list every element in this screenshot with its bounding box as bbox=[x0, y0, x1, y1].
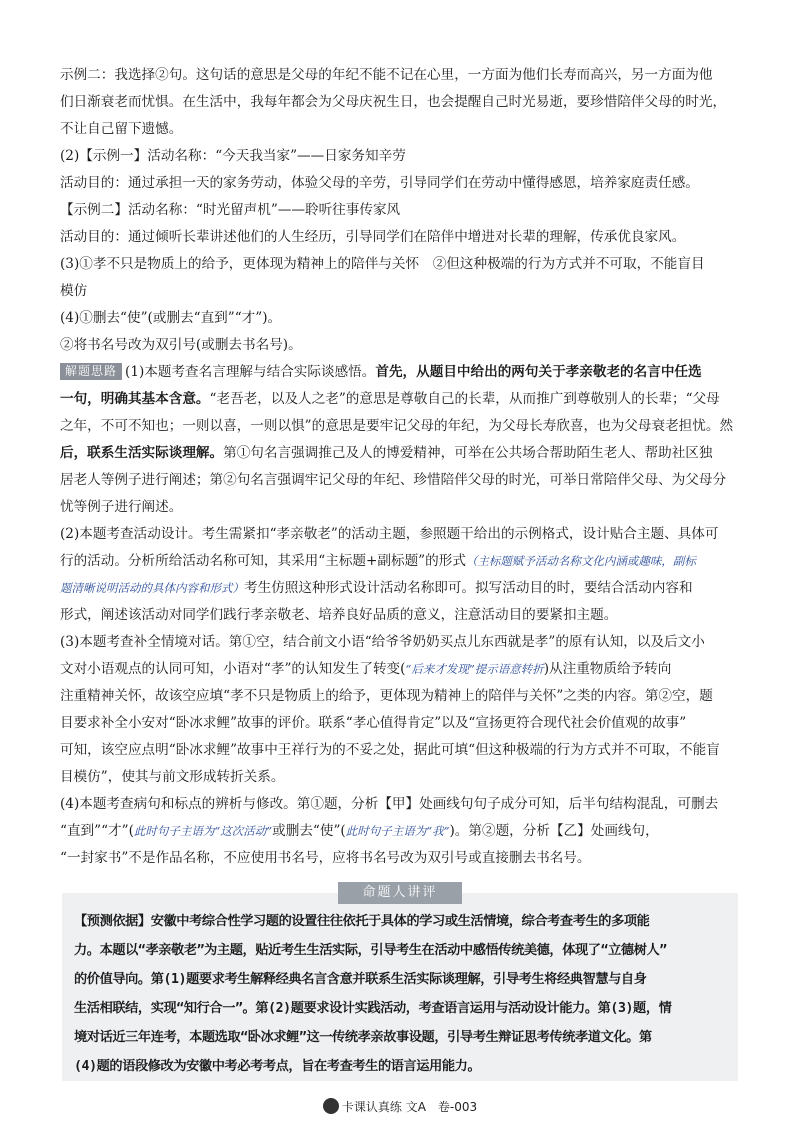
analysis-text: )从注重物质给予转向 bbox=[543, 661, 672, 677]
answer-line: 活动目的：通过承担一天的家务劳动，体验父母的辛劳，引导同学们在劳动中懂得感恩，培养家庭责任感。 bbox=[60, 175, 699, 191]
commentary-box bbox=[62, 893, 738, 1081]
answer-line: 活动目的：通过倾听长辈讲述他们的人生经历，引导同学们在陪伴中增进对长辈的理解，传承优良家风。 bbox=[60, 229, 686, 245]
analysis-emphasis: 后，联系生活实际谈理解。 bbox=[60, 445, 224, 461]
analysis-line bbox=[60, 440, 750, 467]
analysis-note: “后来才发现”提示语意转折 bbox=[405, 662, 544, 676]
answer-line: 示例二：我选择②句。这句话的意思是父母的年纪不能不记在心里，一方面为他们长寿而高兴，另一方面为他 bbox=[60, 67, 713, 83]
answer-line: (3)①孝不只是物质上的给予，更体现为精神上的陪伴与关怀 ②但这种极端的行为方式并不可取，不能盲目 bbox=[60, 256, 705, 272]
footer-brand: 卡课认真练 bbox=[341, 1100, 402, 1114]
analysis-text: )。第②题，分析【乙】处画线句， bbox=[449, 823, 659, 839]
analysis-text: (1)本题考查名言理解与结合实际谈感悟。 bbox=[125, 364, 376, 380]
analysis-line: “一封家书”不是作品名称，不应使用书名号，应将书名号改为双引号或直接删去书名号。 bbox=[60, 850, 591, 866]
analysis-text: 文对小语观点的认同可知，小语对“孝”的认知发生了转变( bbox=[60, 661, 406, 677]
analysis-line: 居老人等例子进行阐述；第②句名言强调牢记父母的年纪、珍惜陪伴父母的时光，可举日常陪伴父母、为父母分 bbox=[60, 472, 727, 488]
analysis-line: (2)本题考查活动设计。考生需紧扣“孝亲敬老”的活动主题，参照题干给出的示例格式，设计贴合主题、具体可 bbox=[60, 526, 719, 542]
commentary-line: 力。本题以“孝亲敬老”为主题，贴近考生生活实际，引导考生在活动中感悟传统美德，体现了“立德树人” bbox=[74, 943, 667, 958]
analysis-line: (3)本题考查补全情境对话。第①空，结合前文小语“给爷爷奶奶买点儿东西就是孝”的原有认知，以及后文小 bbox=[60, 634, 705, 650]
analysis-line: 忧等例子进行阐述。 bbox=[60, 499, 183, 515]
analysis-tag: 解题思路 bbox=[60, 363, 122, 380]
analysis-line bbox=[60, 359, 750, 386]
analysis-text: “老吾老，以及人之老”的意思是尊敬自己的长辈，从而推广到尊敬别人的长辈；“父母 bbox=[209, 391, 720, 407]
commentary-line: (4)题的语段修改为安徽中考必考考点，旨在考查考生的语言运用能力。 bbox=[74, 1059, 481, 1074]
analysis-line: 目模仿”，使其与前文形成转折关系。 bbox=[60, 769, 285, 785]
analysis-line bbox=[60, 386, 750, 413]
analysis-emphasis: 一句，明确其基本含意。 bbox=[60, 391, 210, 407]
analysis-emphasis: 首先，从题目中给出的两句关于孝亲敬老的名言中任选 bbox=[375, 364, 702, 380]
answer-line: (4)①删去“使”(或删去“直到”“才”)。 bbox=[60, 310, 282, 326]
analysis-line: (4)本题考查病句和标点的辨析与修改。第①题，分析【甲】处画线句句子成分可知，后半句结构混乱，可删去 bbox=[60, 796, 719, 812]
answer-line: ②将书名号改为双引号(或删去书名号)。 bbox=[60, 337, 302, 353]
analysis-line: 可知，该空应点明“卧冰求鲤”故事中王祥行为的不妥之处，据此可填“但这种极端的行为方式并不可取，不能盲 bbox=[60, 742, 720, 758]
analysis-line: 注重精神关怀，故该空应填“孝不只是物质上的给予，更体现为精神上的陪伴与关怀”之类的内容。第②空，题 bbox=[60, 688, 713, 704]
answer-line: 模仿 bbox=[60, 283, 88, 299]
analysis-line: 之年，不可不知也；一则以喜，一则以惧”的意思是要牢记父母的年纪，为父母长寿欣喜，也为父母衰老担忧。然 bbox=[60, 418, 734, 434]
answer-content bbox=[60, 62, 750, 872]
analysis-text: 第①句名言强调推己及人的博爱精神，可举在公共场合帮助陌生老人、帮助社区独 bbox=[223, 445, 713, 461]
footer-label: 文A 卷-003 bbox=[405, 1100, 478, 1114]
answer-line: 【示例二】活动名称：“时光留声机”——聆听往事传家风 bbox=[60, 202, 401, 218]
commentary-title: 命题人讲评 bbox=[338, 882, 462, 904]
brand-logo-icon bbox=[323, 1098, 339, 1114]
analysis-line bbox=[60, 575, 750, 602]
commentary-line: 生活相联结，实现“知行合一”。第(2)题要求设计实践活动，考查语言运用与活动设计能力。第(3)题，情 bbox=[74, 1001, 672, 1016]
commentary-line: 境对话近三年连考，本题选取“卧冰求鲤”这一传统孝亲故事设题，引导考生辩证思考传统孝道文化。第 bbox=[74, 1030, 652, 1045]
analysis-text: 考生仿照这种形式设计活动名称即可。拟写活动目的时，要结合活动内容和 bbox=[244, 580, 693, 596]
analysis-line: 目要求补全小安对“卧冰求鲤”故事的评价。联系“孝心值得肯定”以及“宣扬更符合现代社会价值观的故事” bbox=[60, 715, 687, 731]
analysis-note: 此时句子主语为“这次活动” bbox=[133, 824, 273, 838]
analysis-text: 行的活动。分析所给活动名称可知，其采用“主标题+副标题”的形式 bbox=[60, 553, 466, 569]
page-footer bbox=[0, 1098, 800, 1115]
commentary-line: 【预测依据】安徽中考综合性学习题的设置往往依托于具体的学习或生活情境，综合考查考生的多项能 bbox=[74, 914, 650, 929]
answer-line: 不让自己留下遗憾。 bbox=[60, 121, 183, 137]
analysis-line bbox=[60, 548, 750, 575]
analysis-note: 题清晰说明活动的具体内容和形式） bbox=[60, 581, 244, 595]
commentary-line: 的价值导向。第(1)题要求考生解释经典名言含意并联系生活实际谈理解，引导考生将经典智慧与自身 bbox=[74, 972, 647, 987]
analysis-note: 此时句子主语为“我” bbox=[345, 824, 450, 838]
analysis-text: 或删去“使”( bbox=[272, 823, 346, 839]
answer-line: 们日渐衰老而忧惧。在生活中，我每年都会为父母庆祝生日，也会提醒自己时光易逝，要珍惜陪伴父母的时光， bbox=[60, 94, 727, 110]
analysis-line: 形式，阐述该活动对同学们践行孝亲敬老、培养良好品质的意义，注意活动目的要紧扣主题。 bbox=[60, 607, 618, 623]
answer-line: (2)【示例一】活动名称：“今天我当家”——日家务知辛劳 bbox=[60, 148, 406, 164]
analysis-line bbox=[60, 818, 750, 845]
analysis-line bbox=[60, 656, 750, 683]
analysis-text: “直到”“才”( bbox=[60, 823, 134, 839]
analysis-note: （主标题赋予活动名称文化内涵或趣味，副标 bbox=[465, 554, 696, 568]
